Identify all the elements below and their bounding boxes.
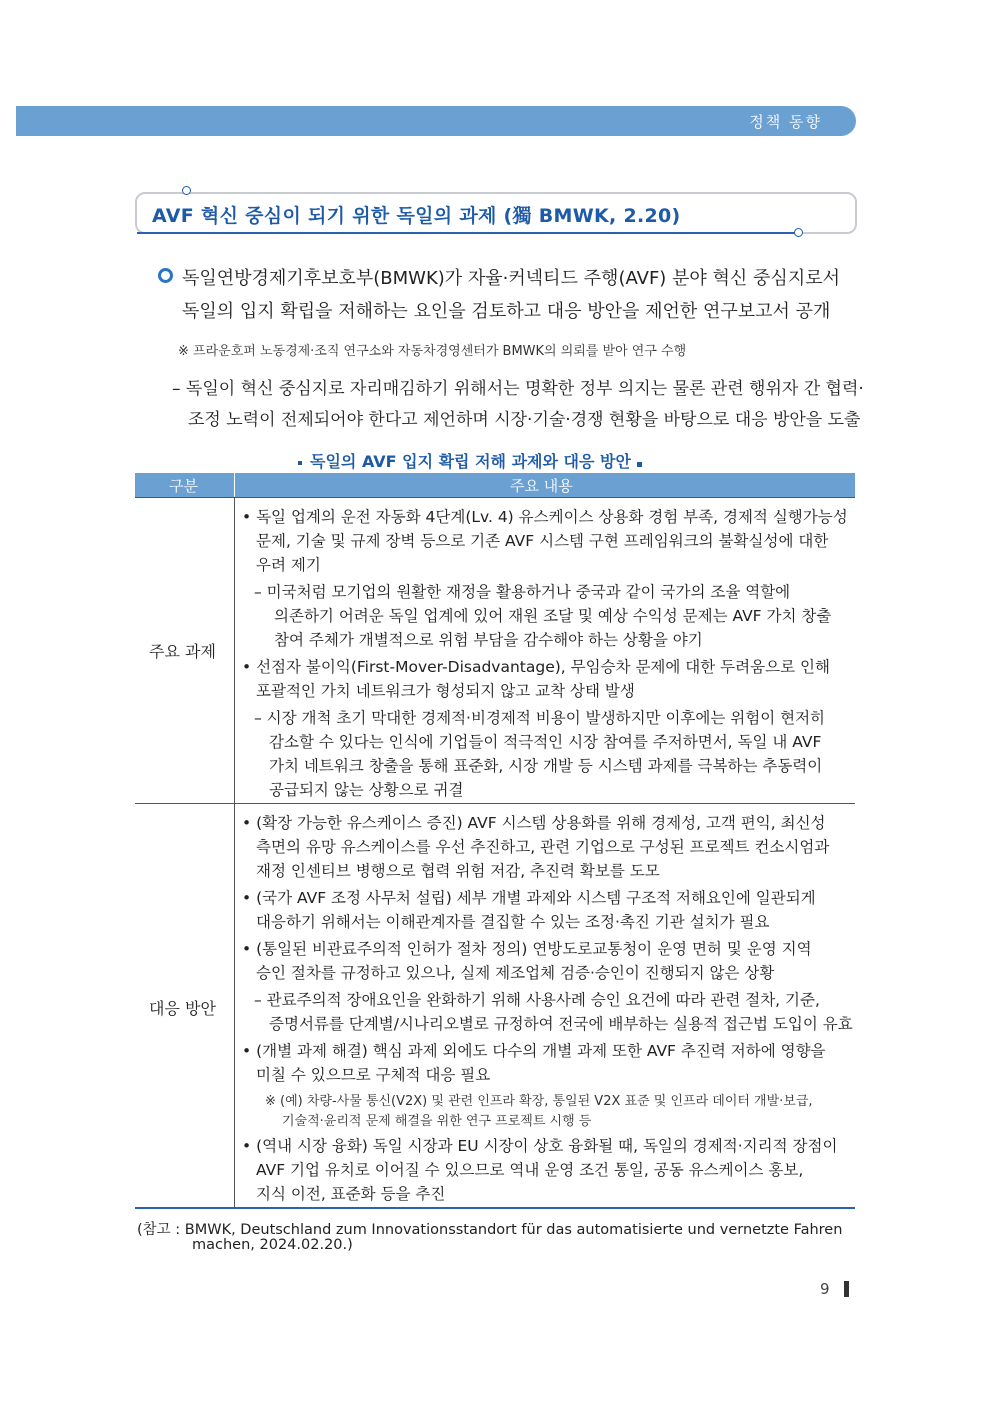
table-row-line: • 독일 업계의 운전 자동화 4단계(Lv. 4) 유스케이스 상용화 경험 부족, 경제적 실행가능성 [242, 508, 848, 526]
table-row-line: 우려 제기 [256, 556, 321, 574]
title-dot-bottom [794, 228, 803, 237]
header-divider [234, 473, 235, 497]
row-separator [135, 803, 855, 804]
intro-dash-line-2: 조정 노력이 전제되어야 한다고 제언하며 시장·기술·경쟁 현황을 바탕으로 대응 방안을 도출 [188, 410, 861, 430]
table-caption [298, 449, 642, 472]
table-row-line: 측면의 유망 유스케이스를 우선 추진하고, 관련 기업으로 구성된 프로젝트 컨소시엄과 [256, 838, 830, 856]
title-underline [137, 232, 797, 234]
table-row-line: 재정 인센티브 병행으로 협력 위험 저감, 추진력 확보를 도모 [256, 862, 660, 880]
page-number: 9 [820, 1280, 830, 1298]
table-row-line: • 선점자 불이익(First-Mover-Disadvantage), 무임승차 문제에 대한 두려움으로 인해 [242, 658, 830, 676]
title-dot-top [182, 186, 191, 195]
table-row-line: • (국가 AVF 조정 사무처 설립) 세부 개별 과제와 시스템 구조적 저해요인에 일관되게 [242, 889, 816, 907]
table-row-line: 포괄적인 가치 네트워크가 형성되지 않고 교착 상태 발생 [256, 682, 635, 700]
table-row-line: 미칠 수 있으므로 구체적 대응 필요 [256, 1066, 491, 1084]
reference-line-2: machen, 2024.02.20.) [192, 1237, 353, 1253]
table-row-note: 기술적·윤리적 문제 해결을 위한 연구 프로젝트 시행 등 [282, 1114, 592, 1129]
intro-note: ※ 프라운호퍼 노동경제·조직 연구소와 자동차경영센터가 BMWK의 의뢰를 받아 연구 수행 [178, 344, 687, 359]
table-row-line: – 시장 개척 초기 막대한 경제적·비경제적 비용이 발생하지만 이후에는 위험이 현저히 [254, 709, 826, 727]
table-row-line: – 미국처럼 모기업의 원활한 재정을 활용하거나 중국과 같이 국가의 조율 역할에 [254, 583, 791, 601]
table-row-line: – 관료주의적 장애요인을 완화하기 위해 사용사례 승인 요건에 따라 관련 절차, 기준, [254, 991, 820, 1009]
header-category: 구분 [169, 477, 198, 495]
table-row-note: ※ (예) 차량-사물 통신(V2X) 및 관련 인프라 확장, 통일된 V2X 표준 및 인프라 데이터 개발·보급, [265, 1094, 813, 1109]
table-row-line: 감소할 수 있다는 인식에 기업들이 적극적인 시장 참여를 주저하면서, 독일 내 AVF [269, 733, 822, 751]
table-row-line: 지식 이전, 표준화 등을 추진 [256, 1185, 446, 1203]
intro-line-1: 독일연방경제기후보호부(BMWK)가 자율·커넥티드 주행(AVF) 분야 혁신 중심지로서 [182, 268, 840, 289]
table-row-line: • (확장 가능한 유스케이스 증진) AVF 시스템 상용화를 위해 경제성, 고객 편익, 최신성 [242, 814, 826, 832]
table-row-line: 의존하기 어려운 독일 업계에 있어 재원 조달 및 예상 수익성 문제는 AVF 가치 창출 [274, 607, 832, 625]
table-row-line: 참여 주체가 개별적으로 위험 부담을 감수해야 하는 상황을 야기 [274, 631, 703, 649]
section-banner [16, 106, 856, 136]
caption-square-icon [637, 462, 642, 467]
row-label-issues: 주요 과제 [149, 642, 216, 661]
table-row-line: AVF 기업 유치로 이어질 수 있으므로 역내 운영 조건 통일, 공동 유스케이스 홍보, [256, 1161, 804, 1179]
section-label: 정책 동향 [749, 113, 822, 131]
row-label-responses: 대응 방안 [149, 999, 216, 1018]
header-content: 주요 내용 [510, 477, 573, 495]
table-row-line: 증명서류를 단계별/시나리오별로 규정하여 전국에 배부하는 실용적 접근법 도입이 유효 [269, 1015, 853, 1033]
table-row-line: 가치 네트워크 창출을 통해 표준화, 시장 개발 등 시스템 과제를 극복하는 추동력이 [269, 757, 823, 775]
table-row-line: • (개별 과제 해결) 핵심 과제 외에도 다수의 개별 과제 또한 AVF 추진력 저하에 영향을 [242, 1042, 826, 1060]
page-title: AVF 혁신 중심이 되기 위한 독일의 과제 (獨 BMWK, 2.20) [152, 205, 681, 227]
header-bottom-border [135, 497, 855, 498]
table-row-line: 공급되지 않는 상황으로 귀결 [269, 781, 464, 799]
caption-square-icon [298, 461, 302, 465]
table-row-line: 대응하기 위해서는 이해관계자를 결집할 수 있는 조정·촉진 기관 설치가 필요 [256, 913, 770, 931]
intro-dash-line-1: – 독일이 혁신 중심지로 자리매김하기 위해서는 명확한 정부 의지는 물론 관련 행위자 간 협력· [172, 379, 864, 399]
table-caption-text: 독일의 AVF 입지 확립 저해 과제와 대응 방안 [310, 452, 631, 471]
table-row-line: 승인 절차를 규정하고 있으나, 실제 제조업체 검증·승인이 진행되지 않은 상황 [256, 964, 775, 982]
column-divider [234, 497, 235, 1207]
reference-line-1: (참고 : BMWK, Deutschland zum Innovationsstandort für das automatisierte und vernetzte Fahren [137, 1222, 843, 1238]
bullet-ring-icon [158, 268, 173, 283]
table-row-line: • (역내 시장 융화) 독일 시장과 EU 시장이 상호 융화될 때, 독일의 경제적·지리적 장점이 [242, 1137, 838, 1155]
table-bottom-border [135, 1207, 855, 1209]
table-row-line: • (통일된 비관료주의적 인허가 절차 정의) 연방도로교통청이 운영 면허 및 운영 지역 [242, 940, 812, 958]
page-number-bar [844, 1281, 849, 1297]
intro-line-2: 독일의 입지 확립을 저해하는 요인을 검토하고 대응 방안을 제언한 연구보고서 공개 [182, 301, 831, 322]
table-header [135, 473, 855, 497]
table-row-line: 문제, 기술 및 규제 장벽 등으로 기존 AVF 시스템 구현 프레임워크의 불확실성에 대한 [256, 532, 829, 550]
